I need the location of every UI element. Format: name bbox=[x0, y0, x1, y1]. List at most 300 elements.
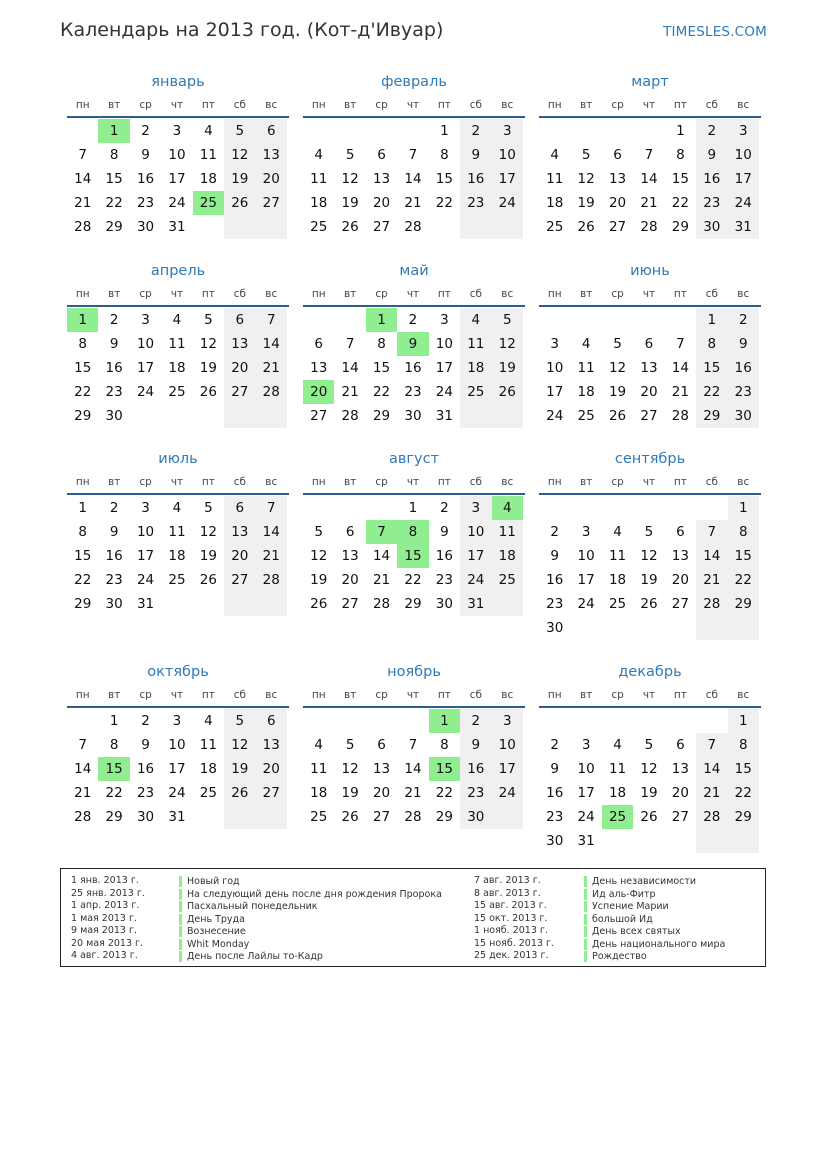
month-name: июнь bbox=[630, 263, 670, 279]
day-cell: 26 bbox=[341, 809, 359, 825]
holiday-date: 25 янв. 2013 г. bbox=[71, 887, 145, 899]
weekday-label: ср bbox=[139, 689, 152, 701]
day-cell: 28 bbox=[404, 219, 422, 235]
day-cell: 17 bbox=[168, 761, 186, 777]
day-cell: 24 bbox=[546, 408, 564, 424]
weekday-label: вс bbox=[737, 99, 750, 111]
day-grid bbox=[303, 307, 525, 428]
weekday-label: ср bbox=[139, 99, 152, 111]
day-cell: 2 bbox=[109, 312, 119, 328]
weekday-label: сб bbox=[469, 689, 482, 701]
weekday-label: чт bbox=[406, 288, 420, 300]
weekday-label: пт bbox=[437, 476, 451, 488]
day-cell: 13 bbox=[256, 733, 287, 757]
weekday-label: пн bbox=[547, 476, 562, 488]
weekday-label: пт bbox=[673, 99, 687, 111]
day-cell: 24 bbox=[460, 568, 491, 592]
day-cell: 17 bbox=[577, 572, 595, 588]
legend-row bbox=[71, 888, 471, 901]
day-cell: 25 bbox=[546, 219, 564, 235]
day-cell: 10 bbox=[168, 737, 186, 753]
legend-column-left bbox=[71, 875, 471, 963]
empty-cell bbox=[256, 592, 287, 616]
empty-cell bbox=[334, 496, 365, 520]
day-cell: 1 bbox=[78, 500, 87, 516]
day-cell: 29 bbox=[105, 219, 123, 235]
day-cell: 9 bbox=[696, 143, 727, 167]
day-cell: 15 bbox=[74, 360, 92, 376]
day-cell: 17 bbox=[136, 360, 155, 376]
day-cell: 8 bbox=[109, 147, 119, 163]
day-cell: 25 bbox=[460, 380, 491, 404]
day-cell: 28 bbox=[696, 805, 727, 829]
day-cell: 10 bbox=[136, 336, 155, 352]
month-block bbox=[303, 666, 525, 829]
day-cell: 29 bbox=[728, 805, 759, 829]
month-block bbox=[539, 265, 761, 428]
day-cell: 17 bbox=[460, 544, 491, 568]
holiday-date: 25 дек. 2013 г. bbox=[474, 950, 549, 961]
day-cell: 10 bbox=[435, 336, 453, 352]
holiday-date: 15 нояб. 2013 г. bbox=[474, 937, 554, 949]
day-cell: 12 bbox=[310, 548, 328, 564]
empty-cell bbox=[460, 215, 491, 239]
day-cell: 5 bbox=[345, 737, 355, 753]
weekday-label: сб bbox=[469, 99, 482, 111]
day-cell: 27 bbox=[372, 809, 391, 825]
day-cell: 27 bbox=[372, 219, 391, 235]
day-cell: 8 bbox=[728, 520, 759, 544]
day-cell: 27 bbox=[256, 191, 287, 215]
holiday-date: 15 авг. 2013 г. bbox=[474, 900, 547, 911]
day-cell: 15 bbox=[435, 171, 453, 187]
weekday-label: пт bbox=[201, 99, 215, 111]
day-cell: 8 bbox=[109, 737, 119, 753]
weekday-label: чт bbox=[170, 288, 184, 300]
empty-cell bbox=[303, 308, 334, 332]
day-cell: 15 bbox=[98, 757, 129, 781]
day-cell: 14 bbox=[256, 332, 287, 356]
empty-cell bbox=[570, 308, 601, 332]
day-cell: 29 bbox=[404, 596, 422, 612]
day-cell: 14 bbox=[404, 761, 422, 777]
empty-cell bbox=[728, 829, 759, 853]
day-cell: 20 bbox=[671, 572, 689, 588]
day-cell: 25 bbox=[310, 809, 328, 825]
day-cell: 26 bbox=[640, 596, 658, 612]
day-cell: 3 bbox=[141, 312, 150, 328]
holiday-name: День независимости bbox=[584, 876, 696, 887]
empty-cell bbox=[256, 215, 287, 239]
day-cell: 26 bbox=[310, 596, 328, 612]
month-name: март bbox=[631, 74, 669, 90]
day-cell: 22 bbox=[728, 568, 759, 592]
day-cell: 12 bbox=[640, 548, 658, 564]
day-cell: 2 bbox=[408, 312, 418, 328]
empty-cell bbox=[334, 709, 365, 733]
day-cell: 9 bbox=[397, 332, 428, 356]
empty-cell bbox=[303, 119, 334, 143]
day-cell: 21 bbox=[404, 195, 422, 211]
day-cell: 24 bbox=[492, 781, 523, 805]
day-cell: 1 bbox=[98, 119, 129, 143]
day-cell: 5 bbox=[492, 308, 523, 332]
day-cell: 11 bbox=[546, 171, 564, 187]
empty-cell bbox=[492, 215, 523, 239]
day-grid bbox=[67, 495, 289, 616]
day-cell: 20 bbox=[372, 195, 391, 211]
holiday-name: День Труда bbox=[179, 914, 245, 925]
month-name: октябрь bbox=[147, 664, 209, 680]
day-cell: 6 bbox=[256, 709, 287, 733]
day-cell: 23 bbox=[696, 191, 727, 215]
day-cell: 19 bbox=[199, 360, 217, 376]
empty-cell bbox=[696, 709, 727, 733]
day-cell: 5 bbox=[644, 524, 654, 540]
empty-cell bbox=[602, 709, 633, 733]
empty-cell bbox=[633, 308, 664, 332]
day-cell: 25 bbox=[602, 805, 633, 829]
day-cell: 11 bbox=[168, 336, 186, 352]
legend-row bbox=[71, 950, 471, 963]
day-cell: 17 bbox=[546, 384, 564, 400]
holiday-name: Новый год bbox=[179, 876, 240, 887]
day-cell: 22 bbox=[728, 781, 759, 805]
empty-cell bbox=[492, 805, 523, 829]
day-cell: 7 bbox=[256, 308, 287, 332]
day-cell: 19 bbox=[640, 785, 658, 801]
day-cell: 21 bbox=[640, 195, 658, 211]
day-cell: 3 bbox=[728, 119, 759, 143]
weekday-label: пт bbox=[201, 689, 215, 701]
day-cell: 13 bbox=[671, 761, 689, 777]
day-cell: 20 bbox=[671, 785, 689, 801]
empty-cell bbox=[460, 404, 491, 428]
day-cell: 19 bbox=[640, 572, 658, 588]
day-cell: 7 bbox=[676, 336, 685, 352]
day-cell: 9 bbox=[460, 143, 491, 167]
day-cell: 2 bbox=[141, 713, 150, 729]
day-cell: 1 bbox=[429, 709, 460, 733]
day-cell: 12 bbox=[640, 761, 658, 777]
day-cell: 2 bbox=[550, 737, 559, 753]
day-cell: 18 bbox=[310, 195, 328, 211]
day-cell: 30 bbox=[136, 809, 155, 825]
day-cell: 21 bbox=[671, 384, 689, 400]
weekday-label: вс bbox=[501, 476, 514, 488]
weekday-label: вс bbox=[265, 689, 278, 701]
day-cell: 21 bbox=[256, 544, 287, 568]
weekday-label: вс bbox=[265, 99, 278, 111]
day-cell: 28 bbox=[74, 809, 92, 825]
weekday-header bbox=[67, 99, 289, 118]
site-link[interactable]: TIMESLES.COM bbox=[663, 24, 767, 40]
day-cell: 15 bbox=[728, 544, 759, 568]
day-cell: 16 bbox=[435, 548, 453, 564]
day-cell: 16 bbox=[136, 761, 155, 777]
day-cell: 23 bbox=[404, 384, 422, 400]
empty-cell bbox=[633, 709, 664, 733]
day-cell: 14 bbox=[341, 360, 359, 376]
day-cell: 26 bbox=[199, 572, 217, 588]
day-cell: 28 bbox=[372, 596, 391, 612]
day-cell: 6 bbox=[224, 308, 255, 332]
holiday-date: 7 авг. 2013 г. bbox=[474, 875, 541, 886]
legend-row bbox=[474, 888, 764, 901]
weekday-label: вс bbox=[737, 689, 750, 701]
day-cell: 24 bbox=[136, 572, 155, 588]
day-cell: 4 bbox=[314, 147, 323, 163]
weekday-label: пн bbox=[311, 689, 326, 701]
weekday-label: пт bbox=[673, 476, 687, 488]
month-block bbox=[539, 76, 761, 239]
day-cell: 4 bbox=[613, 524, 622, 540]
day-cell: 3 bbox=[492, 709, 523, 733]
weekday-label: вт bbox=[343, 689, 357, 701]
day-cell: 5 bbox=[224, 709, 255, 733]
legend-row bbox=[71, 875, 471, 888]
day-cell: 16 bbox=[728, 356, 759, 380]
empty-cell bbox=[570, 496, 601, 520]
day-cell: 23 bbox=[105, 572, 123, 588]
day-cell: 10 bbox=[460, 520, 491, 544]
day-cell: 28 bbox=[671, 408, 689, 424]
day-cell: 16 bbox=[105, 360, 123, 376]
day-cell: 11 bbox=[460, 332, 491, 356]
holiday-date: 1 апр. 2013 г. bbox=[71, 900, 140, 911]
day-cell: 12 bbox=[224, 733, 255, 757]
day-cell: 3 bbox=[581, 524, 591, 540]
empty-cell bbox=[602, 308, 633, 332]
day-cell: 21 bbox=[696, 781, 727, 805]
weekday-header bbox=[303, 99, 525, 118]
day-cell: 14 bbox=[256, 520, 287, 544]
day-cell: 4 bbox=[492, 496, 523, 520]
page-title: Календарь на 2013 год. (Кот-д'Ивуар) bbox=[60, 19, 444, 41]
day-cell: 27 bbox=[671, 596, 689, 612]
day-grid bbox=[539, 307, 761, 428]
day-cell: 26 bbox=[492, 380, 523, 404]
legend-row bbox=[474, 913, 764, 926]
day-cell: 19 bbox=[341, 195, 359, 211]
weekday-label: пн bbox=[75, 99, 90, 111]
weekday-label: пт bbox=[673, 689, 687, 701]
day-cell: 16 bbox=[136, 171, 155, 187]
day-cell: 9 bbox=[141, 737, 150, 753]
day-cell: 13 bbox=[256, 143, 287, 167]
day-cell: 8 bbox=[676, 147, 685, 163]
day-cell: 26 bbox=[199, 384, 217, 400]
day-cell: 18 bbox=[168, 360, 186, 376]
weekday-label: вт bbox=[343, 99, 357, 111]
day-cell: 20 bbox=[256, 757, 287, 781]
day-cell: 28 bbox=[256, 380, 287, 404]
day-cell: 6 bbox=[314, 336, 323, 352]
day-grid bbox=[539, 118, 761, 239]
empty-cell bbox=[161, 592, 192, 616]
day-cell: 17 bbox=[136, 548, 155, 564]
day-cell: 4 bbox=[172, 312, 182, 328]
day-cell: 8 bbox=[78, 524, 87, 540]
month-block bbox=[67, 265, 289, 428]
weekday-header bbox=[539, 476, 761, 495]
day-cell: 30 bbox=[435, 596, 453, 612]
day-cell: 27 bbox=[608, 219, 627, 235]
day-cell: 29 bbox=[671, 219, 689, 235]
empty-cell bbox=[256, 404, 287, 428]
day-cell: 25 bbox=[310, 219, 328, 235]
weekday-label: ср bbox=[611, 99, 624, 111]
holiday-date: 9 мая 2013 г. bbox=[71, 925, 137, 936]
day-cell: 17 bbox=[577, 785, 595, 801]
empty-cell bbox=[366, 709, 397, 733]
weekday-label: чт bbox=[170, 99, 184, 111]
empty-cell bbox=[696, 829, 727, 853]
weekday-label: пн bbox=[311, 288, 326, 300]
day-cell: 27 bbox=[640, 408, 658, 424]
day-cell: 1 bbox=[696, 308, 727, 332]
day-cell: 22 bbox=[435, 195, 453, 211]
day-cell: 18 bbox=[608, 572, 627, 588]
weekday-label: сб bbox=[233, 476, 246, 488]
day-cell: 22 bbox=[372, 384, 391, 400]
day-cell: 17 bbox=[728, 167, 759, 191]
day-cell: 12 bbox=[224, 143, 255, 167]
empty-cell bbox=[665, 496, 696, 520]
day-cell: 19 bbox=[224, 757, 255, 781]
day-cell: 11 bbox=[608, 548, 627, 564]
weekday-label: вт bbox=[107, 476, 121, 488]
day-cell: 25 bbox=[168, 384, 186, 400]
empty-cell bbox=[366, 496, 397, 520]
day-cell: 5 bbox=[224, 119, 255, 143]
day-cell: 8 bbox=[78, 336, 87, 352]
day-cell: 6 bbox=[377, 147, 386, 163]
weekday-label: чт bbox=[406, 689, 420, 701]
legend-row bbox=[71, 900, 471, 913]
month-name: сентябрь bbox=[614, 451, 686, 467]
month-name: апрель bbox=[150, 263, 206, 279]
empty-cell bbox=[429, 215, 460, 239]
day-cell: 20 bbox=[303, 380, 334, 404]
weekday-label: вс bbox=[737, 288, 750, 300]
weekday-label: вт bbox=[343, 476, 357, 488]
month-block bbox=[539, 453, 761, 640]
day-cell: 6 bbox=[224, 496, 255, 520]
weekday-label: пт bbox=[201, 476, 215, 488]
weekday-label: ср bbox=[375, 99, 388, 111]
legend-row bbox=[71, 938, 471, 951]
legend-column-right bbox=[474, 875, 764, 963]
weekday-header bbox=[67, 689, 289, 708]
legend-row bbox=[474, 875, 764, 888]
day-cell: 8 bbox=[377, 336, 386, 352]
weekday-label: ср bbox=[139, 288, 152, 300]
empty-cell bbox=[193, 404, 224, 428]
day-cell: 3 bbox=[172, 123, 182, 139]
holiday-date: 15 окт. 2013 г. bbox=[474, 912, 548, 924]
day-grid bbox=[303, 708, 525, 829]
day-cell: 6 bbox=[377, 737, 386, 753]
day-cell: 15 bbox=[696, 356, 727, 380]
day-cell: 1 bbox=[440, 123, 449, 139]
day-cell: 30 bbox=[696, 215, 727, 239]
day-cell: 30 bbox=[404, 408, 422, 424]
weekday-label: чт bbox=[642, 476, 656, 488]
day-cell: 31 bbox=[168, 219, 186, 235]
month-block bbox=[67, 666, 289, 829]
empty-cell bbox=[539, 308, 570, 332]
day-grid bbox=[539, 708, 761, 853]
day-cell: 29 bbox=[74, 596, 92, 612]
day-cell: 21 bbox=[74, 195, 92, 211]
day-cell: 15 bbox=[105, 171, 123, 187]
legend-row bbox=[474, 938, 764, 951]
day-cell: 25 bbox=[492, 568, 523, 592]
weekday-label: пн bbox=[311, 476, 326, 488]
day-cell: 28 bbox=[256, 568, 287, 592]
day-cell: 7 bbox=[78, 147, 87, 163]
day-cell: 23 bbox=[105, 384, 123, 400]
weekday-label: чт bbox=[406, 476, 420, 488]
day-cell: 24 bbox=[435, 384, 453, 400]
weekday-label: ср bbox=[375, 689, 388, 701]
day-cell: 15 bbox=[397, 544, 428, 568]
empty-cell bbox=[193, 592, 224, 616]
empty-cell bbox=[665, 308, 696, 332]
day-cell: 11 bbox=[577, 360, 595, 376]
day-cell: 12 bbox=[199, 336, 217, 352]
weekday-label: пт bbox=[437, 99, 451, 111]
day-cell: 21 bbox=[696, 568, 727, 592]
day-cell: 16 bbox=[105, 548, 123, 564]
day-cell: 7 bbox=[696, 733, 727, 757]
empty-cell bbox=[67, 709, 98, 733]
day-cell: 7 bbox=[408, 737, 418, 753]
day-cell: 28 bbox=[696, 592, 727, 616]
empty-cell bbox=[256, 805, 287, 829]
month-block bbox=[539, 666, 761, 853]
day-cell: 18 bbox=[577, 384, 595, 400]
day-cell: 20 bbox=[608, 195, 627, 211]
day-cell: 22 bbox=[404, 572, 422, 588]
day-cell: 12 bbox=[341, 171, 359, 187]
day-cell: 19 bbox=[224, 167, 255, 191]
day-cell: 29 bbox=[435, 809, 453, 825]
day-cell: 25 bbox=[608, 596, 627, 612]
legend-row bbox=[474, 900, 764, 913]
day-cell: 2 bbox=[460, 119, 491, 143]
day-cell: 16 bbox=[696, 167, 727, 191]
day-cell: 13 bbox=[310, 360, 328, 376]
empty-cell bbox=[633, 829, 664, 853]
day-cell: 31 bbox=[728, 215, 759, 239]
day-cell: 25 bbox=[577, 408, 595, 424]
day-cell: 12 bbox=[608, 360, 627, 376]
weekday-label: сб bbox=[705, 689, 718, 701]
day-cell: 15 bbox=[372, 360, 391, 376]
day-cell: 24 bbox=[728, 191, 759, 215]
weekday-header bbox=[539, 689, 761, 708]
day-cell: 5 bbox=[644, 737, 654, 753]
day-cell: 21 bbox=[404, 785, 422, 801]
day-cell: 3 bbox=[550, 336, 559, 352]
day-cell: 5 bbox=[204, 312, 213, 328]
day-cell: 29 bbox=[372, 408, 391, 424]
day-cell: 19 bbox=[341, 785, 359, 801]
weekday-label: пн bbox=[311, 99, 326, 111]
day-cell: 1 bbox=[676, 123, 685, 139]
